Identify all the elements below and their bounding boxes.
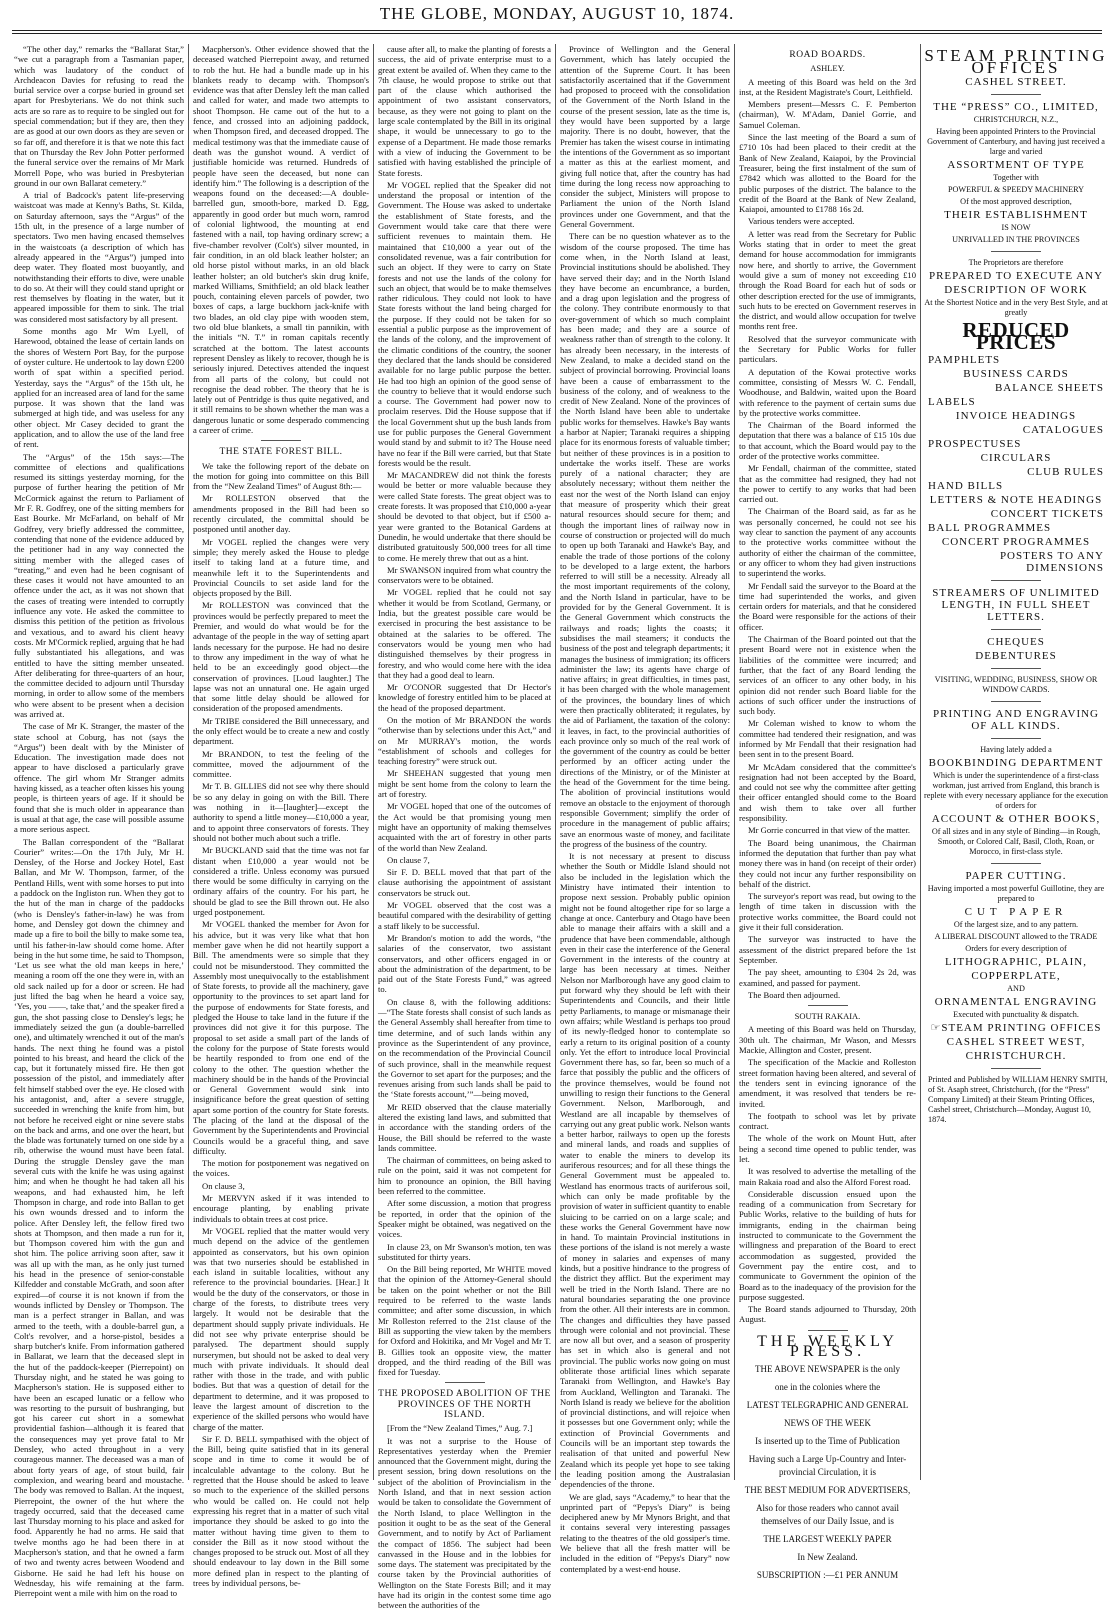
weekly-press-line: SUBSCRIPTION :—£1 PER ANNUM <box>756 1570 899 1581</box>
ad-company: THE “PRESS” CO., LIMITED, <box>933 101 1099 113</box>
ad-reduced-prices: REDUCED PRICES <box>962 318 1070 354</box>
ad-item: LETTERS & NOTE HEADINGS <box>929 494 1103 506</box>
article-heading: ROAD BOARDS. <box>789 50 866 60</box>
ad-item: LABELS <box>928 396 976 408</box>
article-paragraph: On clause 3, <box>202 1180 245 1191</box>
article-paragraph: Mr VOGEL observed that the cost was a beautiful compared with the desirability of getting a staff likely to be successful. <box>378 900 551 931</box>
article-paragraph: Members present—Messrs C. F. Pemberton (chairman), W. M'Adam, Daniel Gorrie, and Samuel Coleman. <box>739 99 916 130</box>
ad-item: POSTERS TO ANY DIMENSIONS <box>999 550 1104 574</box>
weekly-press-line: THE LARGEST WEEKLY PAPER <box>763 1534 892 1545</box>
article-paragraph: Mr VOGEL hoped that one of the outcomes of the Act would be that promising young men might have an opportunity of making themselves acquainted with the art of forestry in other parts of the world than New Zealand. <box>378 801 551 853</box>
article-paragraph: cause after all, to make the planting of forests a success, the aid of private enterprise must to a great extent be availed of. When they came to the 7th clause, he would propose to strike out that part of the clause which authorised the appointment of two assistant conservators, because, as they were not going to plant on the large scale contemplated by the Bill in its original shape, it would be unnecessary to go to the expense of a Department. He made those remarks with a view of inducing the Government to be satisfied with having established the principle of State forests. <box>378 44 551 178</box>
article-paragraph: A deputation of the Kowai protective works committee, consisting of Messrs W. C. Fendall, Woodhouse, and Baldwin, waited upon the Board with reference to the payment of certain sums due by the protective works committee. <box>739 366 916 418</box>
article-paragraph: Mr Gorrie concurred in that view of the matter. <box>748 825 911 836</box>
article-paragraph: Mr Brandon's motion to add the words, “the salaries of the conservator, two assistant conservators, and other officers engaged in or about the administration of the department, to be paid out of the State Forests Fund,” was agreed to. <box>378 932 551 995</box>
ad-item: CATALOGUES <box>1022 424 1104 436</box>
article-paragraph: Mr REID observed that the clause materially altered the existing land laws, and submitted that in accordance with the standing orders of the House, the Bill should be referred to the waste lands committee. <box>378 1101 551 1153</box>
masthead-rule <box>12 30 1102 31</box>
weekly-press-line: Is inserted up to the Time of Publication <box>755 1436 900 1447</box>
article-paragraph: The pay sheet, amounting to £304 2s 2d, was examined, and passed for payment. <box>739 967 916 988</box>
article-paragraph: Mr VOGEL replied that the matter would very much depend on the advice of the gentlemen appointed as conservators, but his own opinion was that two nurseries should be established in each island in suitable localities, without any reference to the provincial boundaries. [Hear.] It would be the duty of the conservators, or those in charge of the forests, to distribute trees very largely. It would not be desirable that the department should supply private individuals. He did not see why private enterprise should be paralysed. The department should supply nurserymen, but should not be asked to deal very much with private individuals. It should deal rather with those in the trade, and with public bodies. But that was a question of detail for the department to determine, and it was proposed to leave the largest amount of discretion to the experience of the skilled persons who would have charge of the matter. <box>193 1225 369 1432</box>
ad-machinery: POWERFUL & SPEEDY MACHINERY <box>947 185 1085 194</box>
column-divider <box>920 44 921 1480</box>
article-heading: THE STATE FOREST BILL. <box>219 447 343 458</box>
column-divider <box>373 44 374 1480</box>
ad-bookdesc: Which is under the superintendence of a first-class workman, just arrived from England, this branch is replete with every necessary appliance for the execution of orders for <box>924 771 1108 810</box>
article-paragraph: A trial of Badcock's patent life-preserving waistcoat was made at Kenny's Baths, St. Kilda, on Saturday afternoon, says the “Argus” of the 15th ult, in the presence of a large number of spectators. Two men having encased themselves in the waistcoats (a description of which has already appeared in the “Argus”) jumped into deep water. They floated most buoyantly, and notwithstanding their efforts to dive, were unable to do so. At their will they could stand upright or rest themselves by floating in the water, but it appeared impossible for them to sink. The trial was considered most satisfactory by all present. <box>14 190 184 324</box>
article-paragraph: The surveyor was instructed to have the assessment of the district prepared before the 1st September. <box>739 934 916 965</box>
article-paragraph: Mr Fendall, chairman of the committee, stated that as the committee had resigned, they had not the power to certify to any works that had been carried out. <box>739 463 916 505</box>
masthead: THE GLOBE, MONDAY, AUGUST 10, 1874. <box>379 4 735 23</box>
article-paragraph: Mr McAdam considered that the committee's resignation had not been accepted by the Board, and could not see why the committee after getting their officer entangled should come to the Board and wish them to take over all further responsibility. <box>739 761 916 824</box>
ad-item: CLUB RULES <box>1027 466 1104 478</box>
ad-discount: A LIBERAL DISCOUNT allowed to the TRADE <box>934 932 1098 941</box>
article-paragraph: The Board stands adjourned to Thursday, 20th August. <box>739 1304 916 1325</box>
column-divider <box>555 44 556 1480</box>
ad-guillotine: Having imported a most powerful Guillotine, they are prepared to <box>927 884 1105 903</box>
ad-item: BALANCE SHEETS <box>994 382 1104 394</box>
ad-item: CONCERT TICKETS <box>990 508 1104 520</box>
article-paragraph: Mr ROLLESTON was convinced that the provinces would be perfectly prepared to meet the Premier, and would do what would be for the advantage of the people in the way of setting apart lands necessary for the purpose. He had no desire to throw any impediment in the way of what he held to be an exceedingly good object—the conservation of provinces. [Loud laughter.] The lapse was not an unnatural one. He again urged that some little delay should be allowed for consideration of the proposed amendments. <box>193 600 369 714</box>
article-paragraph: Sir F. D. BELL sympathised with the object of the Bill, being quite satisfied that in its general scope and in time to come it would be of incalculable advantage to the colony. But he regretted that the House should be asked to leave so much to the experience of the skilled persons who would be called on. He could not help expressing his regret that in a matter of such vital importance they should be asked to go into the matter without having time given to them to consider the Bill as it now stood without the changes proposed to be struck out. Most of all they should endeavour to lay down in the Bill some more defined plan in respect to the planting of trees by individual persons, be- <box>193 1433 369 1589</box>
printing-office-advertisement <box>924 44 1108 1480</box>
article-paragraph: We take the following report of the debate on the motion for going into committee on this Bill from the “New Zealand Times” of August 8th:— <box>193 460 369 492</box>
article-paragraph: On the Bill being reported, Mr WHITE moved that the opinion of the Attorney-General should be taken on the point whether or not the Bill required to be referred to the waste lands committee; and after some discussion, in which Mr Rolleston referred to the 21st clause of the Bill as supporting the view taken by the members for Oxford and Hokitika, and Mr Vogel and Mr T. B. Gillies took an opposite view, the matter dropped, and the third reading of the Bill was fixed for Tuesday. <box>378 1264 551 1378</box>
article-paragraph: On clause 7, <box>387 854 430 865</box>
weekly-press-line: In New Zealand. <box>797 1552 858 1563</box>
article-paragraph: The surveyor's report was read, but owing to the length of time taken in discussion with the protective works committee, the Board could not give it their full consideration. <box>739 891 916 933</box>
article-paragraph: The Ballan correspondent of the “Ballarat Courier” writes:—On the 17th July, Mr H. Densley, of the Horse and Jockey Hotel, East Ballan, and Mr W. Thompson, farmer, of the Pentland Hills, went with some horses to put into a paddock on the Ingliston run. When they got to the hut of the man in charge of the paddocks (who is Densley's father-in-law) he was from home, and Densley got down the chimney and made up a fire to boil the billy to make some tea, until his father-in-law should come home. After being in the hut some time, he said to Thompson, ‘Let us see what the old man keeps in here,’ meaning a room off the one they were in, with an old sack nailed up for a door or screen. He had just lifted the bag when he heard a voice say, ‘Yes, you ——, take that,’ and the speaker fired a gun, the shot passing close to Densley's legs; he immediately seized the gun (a double-barrelled one), and ultimately wrenched it out of the man's hands. The next thing he found was a pistol pointed to his breast, and heard the click of the cap, but it fortunately missed fire. He then got possession of the pistol, and immediately after felt himself stabbed over the eye. He closed with his antagonist, and, after a severe struggle, succeeded in wrenching the knife from him, but not before he received eight or nine severe stabs on the back and arms, and one over the heart, but the blade was fortunately turned on one side by a rib, otherwise the wound must have been fatal. During the struggle Densley gave the man several cuts with the knife he was using against him; and when he thought he had taken all his weapons, and had exhausted him, he left Thompson in charge, and rode into Ballan to get his own wounds dressed and to inform the police. After Densley left, the fellow fired two shots at Thompson, and then made a run for it, but Thompson covered him with the gun and shot him. The police arriving soon after, saw it was all up with the man, as he only just turned his head in the presence of senior-constable Kilfedder and constable McGrath, and soon after expired—of course it is not known if from the wounds inflicted by Densley or Thompson. The man is a perfect stranger in Ballan, and was armed to the teeth, with a double-barrel gun, a Colt's revolver, and a horse-pistol, besides a sharp butcher's knife. From information gathered in Ballarat, we learn that the deceased slept in the hut of the paddock-keeper (Pierrepoint) on Thursday night, and he stated he was going to Macpherson's station. He is supposed either to have been an escaped lunatic or a fellow who was resorting to the pursuit of bushranging, but got his career cut short in a somewhat providential fashion—although it is feared that the consequences may yet prove fatal to Mr Densley, who acted throughout in a very courageous manner. The deceased was a man of about forty years of age, of stout build, fair complexion, and wearing beard and moustache. The body was removed to Ballan. At the inquest, Pierrepoint, the owner of the hut where the tragedy occurred, said that the deceased came last Thursday morning to his place and asked for food. Apparently he had no arms. He said that twelve months ago he had been there in at Macpherson's station, and that he owned a farm of two and twenty acres between Woodend and Gisborne. He said he had left his house on Wednesday, his wife remaining at the farm. Pierrepoint went a mile with him on the road to <box>14 836 184 1599</box>
ad-litho: LITHOGRAPHIC, PLAIN, <box>945 956 1087 968</box>
ad-item-list <box>924 354 1108 574</box>
article-paragraph: The footpath to school was let by private contract. <box>739 1110 916 1132</box>
ad-item: PROSPECTUSES <box>928 438 1022 450</box>
ad-notice: At the Shortest Notice and in the very Best Style, and at greatly <box>924 298 1108 317</box>
ad-intro: Having been appointed Printers to the Provincial Government of Canterbury, and having just received a large and varied <box>927 127 1105 156</box>
ad-establishment: THEIR ESTABLISHMENT <box>944 209 1088 221</box>
article-paragraph: Province of Wellington and the General Government, which has lately occupied the attention of the Supreme Court. It has been satisfactorily ascertained that if the Government had proposed to proceed with the consolidation of the Government of the North Island in the course of the present session, late as the time is, they would have been supported by a large majority. There is no doubt, however, that the Premier has taken the wisest course in intimating the intentions of the Government as so important a matter as this at the earliest moment, and giving full notice that, after the country has had time during the long recess now approaching to consider the subject, Ministers will propose to Parliament the union of the North Island provinces under one Government, and that the General Government. <box>560 44 730 230</box>
article-paragraph: A meeting of this Board was held on Thursday, 30th ult. The chairman, Mr Wason, and Messrs Mackie, Allington and Coster, present. <box>739 1024 916 1056</box>
ad-item: CONCERT PROGRAMMES <box>941 536 1091 548</box>
article-paragraph: Mr VOGEL replied that he could not say whether it would be from Scotland, Germany, or India, but the greatest possible care would be exercised in procuring the best assistance to be obtained at the salaries to be offered. The conservators would be young men who had distinguished themselves by their progress in forestry, and who would come here with the idea that they had a good deal to learn. <box>378 587 551 680</box>
article-paragraph: The “Argus” of the 15th says:—The committee of elections and qualifications resumed its sittings yesterday morning, for the purpose of further hearing the petition of Mr McCormick against the return to Parliament of Mr F. R. Godfrey, one of the sitting members for East Bourke. Mr McFarland, on behalf of Mr Godfrey, very briefly addressed the committee, contending that none of the evidence adduced by the petitioner had in any way connected the sitting member with the alleged cases of “treating,” and even had he been cognisant of these cases it would not have amounted to an offence under the act, as it was not shown that the cases of treating were intended to corruptly influence any vote. He asked the committee to dismiss this petition of the petition as frivolous and vexatious, and to award his client heavy costs. Mr M'Cormick replied, arguing that he had fully substantiated his allegations, and was entitled to have the sitting member unseated. After deliberating for three-quarters of an hour, the committee decided to adjourn until Thursday morning, in order to allow some of the members who were absent to be present when a decision was arrived at. <box>14 451 184 719</box>
article-paragraph: Macpherson's. Other evidence showed that the deceased watched Pierrepoint away, and returned to rob the hut. He had a bundle made up in his blankets ready to decamp with. Thompson's evidence was that after Densley left the man called and called for water, and made two attempts to shoot Thompson. He came out of the hut to a fence, and crossed into an adjoining paddock, when Thompson fired, and deceased dropped. The medical testimony was that the immediate cause of death was the gunshot wound. A verdict of justifiable homicide was returned. Hundreds of people have seen the deceased, but none can identify him.” The following is a description of the weapons found on the deceased:—A double-barrelled gun, smooth-bore, marked D. Egg, apparently in good order but much worn, ramrod of colonial lightwood, the mounting at end fastened with a nail, top having ordinary screw; a five-chamber revolver (Colt's) silver mounted, in fair condition, in an old black leather holster; an old horse pistol without marks, in an old black leather holster; an old butcher's skin drug knife, marked Williams, Smithfield; an old black leather pouch, containing eleven parcels of powder, two boxes of caps, a large buckhorn jack-knife with two blades, an old clay pipe with wooden stem, two old blue blankets, a small tin pannikin, with the initials “N. T.” in roman capitals recently scratched at the bottom. The latest accounts represent Densley as likely to recover, though he is seriously injured. Detectives attended the inquest from all parts of the colony, but could not recognise the dead robber. The theory that he is lately out of Pentridge is thus quite negatived, and it still remains to be shown whether the man was a dangerous lunatic or some desperado commencing a career of crime. <box>193 44 369 435</box>
ad-binding: Of all sizes and in any style of Binding—in Rough, Smooth, or Colored Calf, Basil, Cloth, Roan, or Morocco, in first-class style. <box>931 827 1101 856</box>
article-paragraph: The whole of the work on Mount Hutt, after being a second time opened to public tender, was let. <box>739 1133 916 1164</box>
article-separator <box>445 1382 485 1383</box>
ad-item: HAND BILLS <box>928 480 1004 492</box>
article-paragraph: The motion for postponement was negatived on the voices. <box>193 1158 369 1179</box>
article-paragraph: There can be no question whatever as to the wisdom of the course proposed. The time has come when, in the North Island at least, Provincial institutions should be abolished. They have served their day; and in the North Island they have become an encumbrance, a burden, and a drag upon legislation and the progress of the colony. They contribute enormously to that over-government of which so much complaint has been made; and they are a source of weakness rather than of strength to the colony. It has already been necessary, in the interests of New Zealand, to make a decided stand on the subject of provincial borrowing. Provincial loans have been a cause of embarrassment to the business of the colony, and of weakness to the credit of New Zealand. None of the provinces of the North Island have been able to undertake public works for themselves. Hawke's Bay wants a harbor at Napier; Taranaki requires a shipping place for its enormous forests of valuable timber; but neither of these provinces is in a position to undertake the works itself. These are works purely of a national character; they are absolutely necessary; without them neither the east nor the west of the North Island can enjoy that measure of prosperity which their great natural resources should secure for them; and though the important lines of railway now in course of construction or projected will do much to open up both Taranaki and Hawke's Bay, and enable the trade of those portions of the colony to be developed to a large extent, the harbors referred to will still be a necessity. Already all the most important requirements of the colony, and the North Island in particular, have to be provided for by the General Government. It is the General Government which constructs the railways and roads; lights the coasts; it subsidises the mail steamers; it conducts the business of the post and telegraph departments; it manages the business of immigration; its officers administer the law; its agents have charge of native affairs; in great difficulties, in times past, it has been charged with the whole management of the provinces, the boundary lines of which were then practically obliterated; it regulates, by the aid of Parliament, the taxation of the colony: it leaves, in fact, to the provincial authorities of each province only so much of the real work of the government of the country as could be better performed by an officer acting under the directions of the Ministry, or of the Minister at the head of the Government for the time being. The abolition of provincial institutions would remove an obstacle to the enjoyment of thorough responsible Government; simplify the order of procedure in the management of public affairs; save an enormous waste of money, and facilitate the progress of the business of the country. <box>560 231 730 849</box>
ad-steam-printing: ☞STEAM PRINTING OFFICES <box>930 1022 1102 1034</box>
ad-together: Together with <box>993 173 1039 182</box>
column-divider <box>734 44 735 1480</box>
column-4 <box>560 44 731 1574</box>
article-paragraph: [From the “New Zealand Times,” Aug. 7.] <box>387 1423 533 1434</box>
ad-item: BALL PROGRAMMES <box>928 522 1052 534</box>
article-paragraph: Mr Fendall said the surveyor to the Board at the time had superintended the works, and given certain orders for materials, and that he considered the Board were responsible for the actions of their officer. <box>739 580 916 632</box>
article-paragraph: Mr T. B. GILLIES did not see why there should be so any delay in going on with the Bill. There was nothing in it—[laughter]—except the authority to spend a little money—£10,000 a year, and to appoint three conservators of forests. They should not bother much about such a trifle. <box>193 781 369 843</box>
article-paragraph: On the motion of Mr BRANDON the words “otherwise than by selections under this Act,” and on Mr MURRAY's motion, the words “establishment of schools and colleges for teaching forestry” were struck out. <box>378 715 551 767</box>
ad-isnow: IS NOW <box>1001 223 1031 232</box>
ad-west: CASHEL STREET WEST, <box>946 1036 1086 1048</box>
ad-bookbinding: BOOKBINDING DEPARTMENT <box>928 757 1104 769</box>
article-paragraph: It was resolved to advertise the metalling of the main Rakaia road and also the Alford Forest road. <box>739 1166 916 1187</box>
article-paragraph: Mr VOGEL replied that the Speaker did not understand the proposal or intention of the Government. The House was asked to undertake the establishment of State forests, and the Government would take care that there were sufficient revenues to maintain them. He maintained that £10,000 a year out of the consolidated revenue, was a fair contribution for such an object. If they were to carry on State forests and not use the lands of the colony for such an object, that would be to make themselves rather ridiculous. They could not look to have State forests without the land being charged for the purpose. If they could not be taken for so essential a public purpose as the improvement of the lands of the colony, and the improvement of the climatic conditions of the country, the sooner they declared that the lands should be considered available for no large public purpose the better. He had too high an opinion of the good sense of the country to believe that it would endorse such a course. The Government had power now to proclaim reserves. Did the House suppose that if the local Government shut up the bush lands from use for public purposes the General Government would stand by and submit to it? The House need have no fear if the Bill were carried, but that State forests would be the result. <box>378 179 551 468</box>
ad-streamers: STREAMERS OF UNLIMITED LENGTH, IN FULL SHEET LETTERS. <box>932 587 1100 623</box>
article-paragraph: Mr MACANDREW did not think the forests would be better or more valuable because they were called State forests. The great object was to create forests. It was proposed that £10,000 a-year should be devoted to that object, but if £500 a-year were granted to the Botanical Gardens at Dunedin, he would undertake that there should be distributed gratuitously 500,000 trees for all time to come. He merely threw that out as a hint. <box>378 470 552 563</box>
ad-prepared: PREPARED TO EXECUTE ANY <box>928 270 1104 282</box>
ad-debentures: DEBENTURES <box>975 650 1057 662</box>
article-paragraph: “The other day,” remarks the “Ballarat Star,” “we cut a paragraph from a Tasmanian paper, which was laudatory of the conduct of Archdeacon Davies for refusing to read the burial service over a corpse buried in ground set apart for Presbyterians. We do not think such acts are so rare as to require to be singled out for special commendation; but if they are, then they are as good at our own doors as they are seven or so far off, and therefore it is that we note this fact that on Thursday the Rev John Potter performed the funeral service over the remains of Mr Mark Morrell Pope, who was buried in Presbyterian ground in our own Ballarat cemetery.” <box>14 44 184 188</box>
column-2 <box>193 44 369 1589</box>
weekly-press-title: THE WEEKLY PRESS. <box>757 1332 898 1361</box>
ad-unrivalled: UNRIVALLED IN THE PROVINCES <box>952 235 1080 244</box>
article-paragraph: The Chairman of the Board said, as far as he was personally concerned, he could not see his way clear to sanction the payment of any accounts to the protective works committee without the authority of either the chairman of the committee, or any officer to whom they had given instructions to superintend the works. <box>739 506 916 579</box>
ad-account: ACCOUNT & OTHER BOOKS, <box>931 813 1101 825</box>
article-paragraph: The specification of the Mackie and Rolleston street formation having been altered, and several of the tenders sent in evincing ignorance of the amendment, it was resolved that tenders be re-invited. <box>739 1057 916 1109</box>
article-paragraph: In clause 23, on Mr Swanson's motion, ten was substituted for thirty years. <box>378 1241 551 1262</box>
article-paragraph: We are glad, says “Academy,” to hear that the unprinted part of “Pepys's Diary” is being deciphered anew by Mr Mynors Bright, and that it contains several very interesting passages relating to the theatres of the old gossiper's time. We believe that all the fresh matter will be included in the edition of “Pepys's Diary” now contemplated by a west-end house. <box>560 1491 730 1574</box>
ad-executed: Executed with punctuality & dispatch. <box>953 1010 1079 1019</box>
article-paragraph: After some discussion, a motion that progress be reported, in order that the opinion of the Speaker might be obtained, was negatived on the voices. <box>378 1198 551 1240</box>
ad-christchurch: CHRISTCHURCH. <box>965 1050 1067 1062</box>
ad-proprietors: The Proprietors are therefore <box>968 258 1064 267</box>
weekly-press-line: THE BEST MEDIUM FOR ADVERTISERS, <box>744 1485 911 1496</box>
article-paragraph: The Chairman of the Board pointed out that the present Board were not in existence when the liabilities of the committee were incurred; and further, that the fact of any Board lending the services of an officer to any other body, in his opinion did not render such Board liable for the actions of such officer under the instructions of such body. <box>739 634 916 717</box>
ad-cutting: PAPER CUTTING. <box>965 870 1067 882</box>
article-paragraph: It was not a surprise to the House of Representatives yesterday when the Premier announced that the Government might, during the present session, bring down resolutions on the subject of the abolition of Provincialism in the North Island, and that in next session action would be taken to consolidate the Government of the North Island, to place Wellington in the position it ought to be as the seat of the General Government, and to notify by Act of Parliament the compact of 1856. The subject had been canvassed in the House and in the lobbies for some days. The statement was precipitated by the course taken by the Provincial authorities of Wellington on the State Forests Bill; and it may have had its origin in the contest some time ago between the authorities of the <box>378 1435 551 1611</box>
article-paragraph: Mr BUCKLAND said that the time was not far distant when £10,000 a year would not be considered a trifle. Unless economy was pursued there would be some difficulty in carrying on the ordinary affairs of the country. For his part, he should be glad to see the Bill thrown out. He also urged postponement. <box>193 845 369 918</box>
ad-lately: Having lately added a <box>980 745 1052 754</box>
article-heading: THE PROPOSED ABOLITION OF THE PROVINCES OF THE NORTH ISLAND. <box>378 1389 551 1420</box>
article-separator <box>808 1005 848 1006</box>
article-paragraph: Mr SHEEHAN suggested that young men might be sent home from the colony to learn the art of forestry. <box>378 768 551 800</box>
ad-item: INVOICE HEADINGS <box>955 410 1077 422</box>
article-paragraph: The Chairman of the Board informed the deputation that there was a balance of £15 10s due to that account, which the Board would pay to the order of the protective works committee. <box>739 420 916 461</box>
ad-printing: PRINTING AND ENGRAVING OF ALL KINDS. <box>932 708 1100 732</box>
ad-assortment: ASSORTMENT OF TYPE <box>947 159 1085 171</box>
article-paragraph: Mr ROLLESTON observed that the amendments proposed in the Bill had been so recently circulated, the committal should be postponed until another day. <box>193 493 369 535</box>
article-paragraph: Since the last meeting of the Board a sum of £710 10s had been placed to their credit at the Bank of New Zealand, Kaiapoi, by the Provincial Treasurer, being the first instalment of the sum of £7842 which was allotted to the Board for the public purposes of the district. The balance to the credit of the Board at the Bank of New Zealand, Kaiapoi, amounted to £1788 16s 2d. <box>739 132 916 215</box>
weekly-press-line: THE ABOVE NEWSPAPER is the only <box>755 1364 900 1375</box>
article-paragraph: A meeting of this Board was held on the 3rd inst, at the Resident Magistrate's Court, Leithfield. <box>739 76 916 97</box>
ad-cheques: CHEQUES <box>987 636 1045 648</box>
ad-and: AND <box>1007 984 1025 993</box>
column-3 <box>378 44 552 1611</box>
column-divider <box>188 44 189 1480</box>
article-paragraph: A letter was read from the Secretary for Public Works stating that in order to meet the great demand for house accommodation for immigrants now here, and shortly to arrive, the Government would give a sum of money not exceeding £10 through the Road Board for each hut of sods or other description erected for the use of immigrants, such huts to be erected on Government reserves in the district, and would allow occupation for twelve months rent free. <box>739 228 916 332</box>
article-paragraph: Sir F. D. BELL moved that that part of the clause authorising the appointment of assistant conservators be struck out. <box>378 867 551 898</box>
article-subheading: SOUTH RAKAIA. <box>794 1011 861 1022</box>
article-paragraph: The Board then adjourned. <box>748 989 841 1000</box>
ad-orders: Orders for every description of <box>965 944 1067 953</box>
article-paragraph: Mr VOGEL thanked the member for Avon for his advice, but it was very like what that hon member gave when he did not heartily support a Bill. The amendments were so simple that they could not be misunderstood. They committed the Assembly most unequivocally to the establishment of State forests, to provide all the machinery, gave opportunity to the provinces to set apart land for the purpose of endowments for State forests, and pledged the House to take land in the future if the provinces did not give it for this purpose. The proposal to set aside a small part of the lands of the colony for the purpose of State forests would be heartily responded to from one end of the colony to the other. The question whether the machinery should be in the hands of the Provincial or General Government would sink into insignificance before the great question of setting apart some portion of the country for State forests. The placing of the land at the disposal of the Government by the Superintendents and Provincial Councils would be a graceful thing, and save difficulty. <box>193 919 369 1156</box>
article-paragraph: Mr TRIBE considered the Bill unnecessary, and the only effect would be to create a new and costly department. <box>193 715 369 747</box>
article-paragraph: The chairman of committees, on being asked to rule on the point, said it was not competent for him to pronounce an opinion, the Bill having been referred to the committee. <box>378 1155 551 1197</box>
weekly-press-line: Also for those readers who cannot avail themselves of our Daily Issue, and is <box>756 1503 899 1527</box>
article-paragraph: Mr O'CONOR suggested that Dr Hector's knowledge of forestry entitled him to be placed at the head of the proposed department. <box>378 682 551 713</box>
article-paragraph: Some months ago Mr Wm Lyell, of Harewood, obtained the lease of certain lands on the shores of Western Port Bay, for the purpose of oyster culture. He undertook to lay down £200 worth of spat within a specified period. Yesterday, says the “Argus” of the 15th ult, he applied for an increased area of land for the same purpose. It was shown that the land was submerged at high tide, and was useless for any other object. Mr Casey decided to grant the application, and to allow the use of the land free of rent. <box>14 326 184 450</box>
article-paragraph: Mr Coleman wished to know to whom the committee had tendered their resignation, and was informed by Mr Fendall that their resignation had been sent in to the present Board. <box>739 718 916 760</box>
article-paragraph: Resolved that the surveyor communicate with the Secretary for Public Works for fuller particulars. <box>739 333 916 365</box>
article-paragraph: The Board being unanimous, the Chairman informed the deputation that further than pay what money there was in hand (on receipt of their order) they could not incur any further responsibility on behalf of the district. <box>739 837 916 889</box>
ad-largest: Of the largest size, and to any pattern. <box>953 920 1079 929</box>
article-subheading: ASHLEY. <box>810 63 845 74</box>
ad-desc: Of the most approved description, <box>960 197 1072 206</box>
weekly-press-line: one in the colonies where the <box>774 1382 881 1393</box>
article-paragraph: Mr BRANDON, to test the feeling of the committee, moved the adjournment of the committee. <box>193 748 369 780</box>
article-paragraph: On clause 8, with the following additions:—“The State forests shall consist of such lands as the General Assembly shall hereafter from time to time determine, and of such lands within any province as the Superintendent of any province, on the recommendation of the Provincial Council of such province, shall in the meanwhile request the Governor to set apart for the purposes; and the revenues arising from such lands shall be paid to the ‘State forests account,’”—being moved, <box>378 996 551 1100</box>
masthead-rule-2 <box>12 33 1102 34</box>
ad-item: BUSINESS CARDS <box>963 368 1069 380</box>
ad-city: CHRISTCHURCH, N.Z., <box>973 115 1059 124</box>
ad-street: CASHEL STREET. <box>965 76 1067 88</box>
weekly-press-line: LATEST TELEGRAPHIC AND GENERAL <box>746 1400 909 1411</box>
ad-visiting: VISITING, WEDDING, BUSINESS, SHOW OR WINDOW CARDS. <box>934 675 1098 694</box>
article-paragraph: The case of Mr K. Stranger, the master of the state school at Coburg, has not (says the “Argus”) been dealt with by the Minister of Education. The investigation made does not appear to have disclosed a particularly grave offence. The girl whom Mr Stranger admits having kissed, as a teacher often kisses his young people, is thirteen years of age. If it should be found that she is much older in appearance than is usual at that age, the case will possible assume a more serious aspect. <box>14 721 184 835</box>
article-paragraph: Mr VOGEL replied the changes were very simple; they merely asked the House to pledge itself to taking land at a future time, and meanwhile left it to the Superintendents and Provincial Councils to set aside land for the objects proposed by the Bill. <box>193 536 369 599</box>
weekly-press-line: Having such a Large Up-Country and Inter-provincial Circulation, it is <box>748 1454 907 1478</box>
publisher-imprint: Printed and Published by WILLIAM HENRY SMITH, of St. Asaph street, Christchurch, (for the “Press” Company Limited) at their Steam Printing Offices, Cashel street, Christchurch—Monday, August 10, 1874. <box>928 1075 1108 1124</box>
column-1 <box>14 44 184 1599</box>
article-paragraph: Various tenders were accepted. <box>748 216 855 227</box>
ad-cut-paper: CUT PAPER <box>964 906 1068 918</box>
article-separator <box>261 440 301 441</box>
article-paragraph: Mr SWANSON inquired from what country the conservators were to be obtained. <box>378 564 551 586</box>
column-5 <box>739 44 916 1581</box>
article-paragraph: Considerable discussion ensued upon the reading of a communication from Secretary for Public Works, relative to the building of huts for immigrants, ending in the chairman being instructed to communicate to the Government the willingness and preparation of the Board to erect accommodation as suggested, provided the Government pay the entire cost, and to communicate to Government the opinion of the Board as to the inadequacy of the provision for the purpose suggested. <box>739 1188 916 1302</box>
article-paragraph: It is not necessary at present to discuss whether the South or Middle Island should not also be included in the legislation which the Ministry have intimated their intention to propose next session. Probably public opinion might not be found altogether ripe for so large a change at once. Canterbury and Otago have been able to manage their affairs with a skill and a prudence that have been commendable, although even in their case the interference of the General Government in the interests of the country at large has been necessary at times. Neither Nelson nor Marlborough have any good claim to put forward why they should be left with their Superintendents and Councils, and their little petty Parliaments, to manage or mismanage their own affairs; while Westland is perhaps too proud of its newly-fledged honor to contemplate so early a return to its original position of a county only. Yet the effort to introduce local Provincial Government there has, so far, been so much of a farce that possibly the public and the officers of the province themselves, would be found not unwilling to resign their functions to the General Government. Nelson, Marlborough, and Westland are all incapable by themselves of carrying out any great public work. Nelson wants a better harbor, railways to open up the forests and mineral lands, and roads and supplies of water to enable the miners to develop its auriferous resources; and for all these things the General Government must be appealed to. Westland has enormous tracts of auriferous soil, which can only be made profitable by the provision of water in sufficient quantity to enable sluicing to be carried on on a large scale; and these works the General Government have now in hand. To maintain Provincial institutions in these portions of the island is not merely a waste of money in salaries and expenses of many kinds, but a positive hindrance to the progress of the district they afflict. But the experiment may well be tried in the North Island. There are no natural boundaries separating the one province from the other. All their interests are in common. The changes and difficulties they have passed through were colonial and not provincial. These are now all but over, and a season of prosperity has set in which also is general and not provincial. The public works now going on must obliterate those artificial lines which separate Taranaki from Wellington, and Hawke's Bay from Auckland, Wellington and Taranaki. The North Island is ready we believe for the abolition of provincial distinctions, and will rejoice when it possesses but one Government only; while the extinction of Provincial Governments and Councils will be an important step towards the realisation of that united and powerful New Zealand which its people yet hope to see taking the leading position among the Australasian dependencies of the throne. <box>560 851 731 1490</box>
article-separator <box>808 1330 848 1331</box>
ad-title: STEAM PRINTING OFFICES <box>924 46 1108 77</box>
ad-item: CIRCULARS <box>980 452 1052 464</box>
ad-ornamental: ORNAMENTAL ENGRAVING <box>934 996 1098 1008</box>
weekly-press-line: NEWS OF THE WEEK <box>784 1418 871 1429</box>
ad-copper: COPPERPLATE, <box>971 970 1061 982</box>
article-paragraph: Mr MERVYN asked if it was intended to encourage planting, by enabling private individuals to obtain trees at cost price. <box>193 1193 369 1224</box>
ad-description-of-work: DESCRIPTION OF WORK <box>944 284 1088 296</box>
ad-item: PAMPHLETS <box>928 354 1001 366</box>
